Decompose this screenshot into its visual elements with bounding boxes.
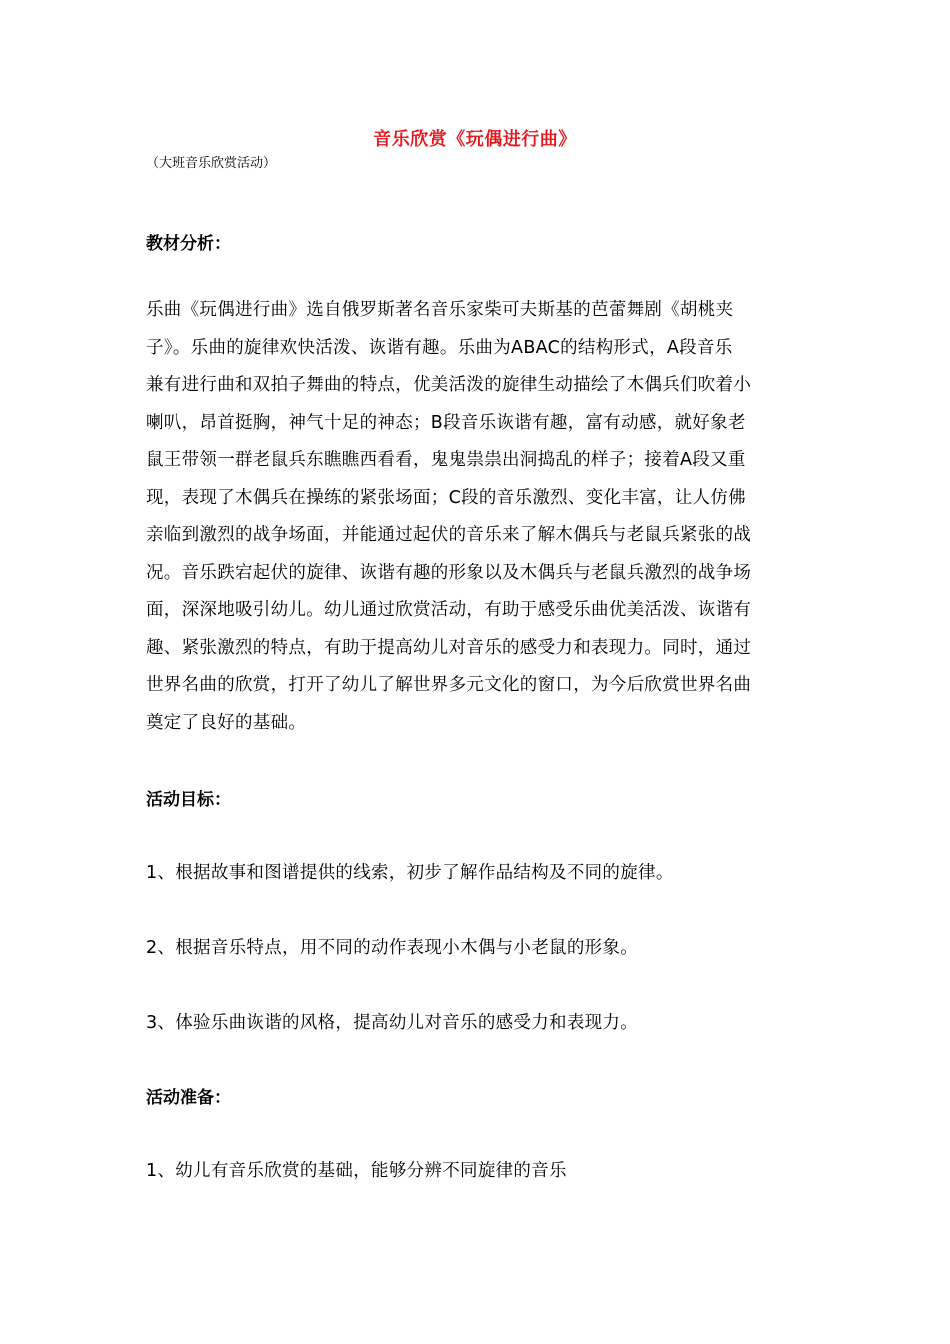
document-subtitle: （大班音乐欣赏活动） <box>146 156 277 171</box>
paragraph-line: 世界名曲的欣赏，打开了幼儿了解世界多元文化的窗口，为今后欣赏世界名曲 <box>146 675 752 695</box>
paragraph-line: 兼有进行曲和双拍子舞曲的特点，优美活泼的旋律生动描绘了木偶兵们吹着小 <box>146 375 752 395</box>
section-heading-analysis: 教材分析： <box>146 234 231 254</box>
goal-item: 3、体验乐曲诙谐的风格，提高幼儿对音乐的感受力和表现力。 <box>146 1013 639 1033</box>
paragraph-line: 喇叭，昂首挺胸，神气十足的神态；B段音乐诙谐有趣，富有动感，就好象老 <box>146 412 746 433</box>
paragraph-line: 趣、紧张激烈的特点，有助于提高幼儿对音乐的感受力和表现力。同时，通过 <box>146 637 752 658</box>
section-heading-preparation: 活动准备： <box>146 1088 231 1108</box>
preparation-item: 1、幼儿有音乐欣赏的基础，能够分辨不同旋律的音乐 <box>146 1161 567 1181</box>
paragraph-line: 奠定了良好的基础。 <box>146 712 307 733</box>
goal-item: 2、根据音乐特点，用不同的动作表现小木偶与小老鼠的形象。 <box>146 938 639 958</box>
goal-item: 1、根据故事和图谱提供的线索，初步了解作品结构及不同的旋律。 <box>146 863 674 883</box>
section-heading-goals: 活动目标： <box>146 790 231 810</box>
paragraph-line: 亲临到激烈的战争场面，并能通过起伏的音乐来了解木偶兵与老鼠兵紧张的战 <box>146 525 752 545</box>
paragraph-line: 乐曲《玩偶进行曲》选自俄罗斯著名音乐家柴可夫斯基的芭蕾舞剧《胡桃夹 <box>146 300 734 320</box>
paragraph-line: 现，表现了木偶兵在操练的紧张场面；C段的音乐激烈、变化丰富，让人仿佛 <box>146 487 746 508</box>
paragraph-line: 子》。乐曲的旋律欢快活泼、诙谐有趣。乐曲为ABAC的结构形式，A段音乐 <box>146 337 733 358</box>
analysis-paragraph <box>146 292 806 742</box>
paragraph-line: 面，深深地吸引幼儿。幼儿通过欣赏活动，有助于感受乐曲优美活泼、诙谐有 <box>146 600 752 620</box>
paragraph-line: 况。音乐跌宕起伏的旋律、诙谐有趣的形象以及木偶兵与老鼠兵激烈的战争场 <box>146 562 752 583</box>
paragraph-line: 鼠王带领一群老鼠兵东瞧瞧西看看，鬼鬼祟祟出洞捣乱的样子；接着A段又重 <box>146 450 746 470</box>
document-title: 音乐欣赏《玩偶进行曲》 <box>373 129 577 150</box>
